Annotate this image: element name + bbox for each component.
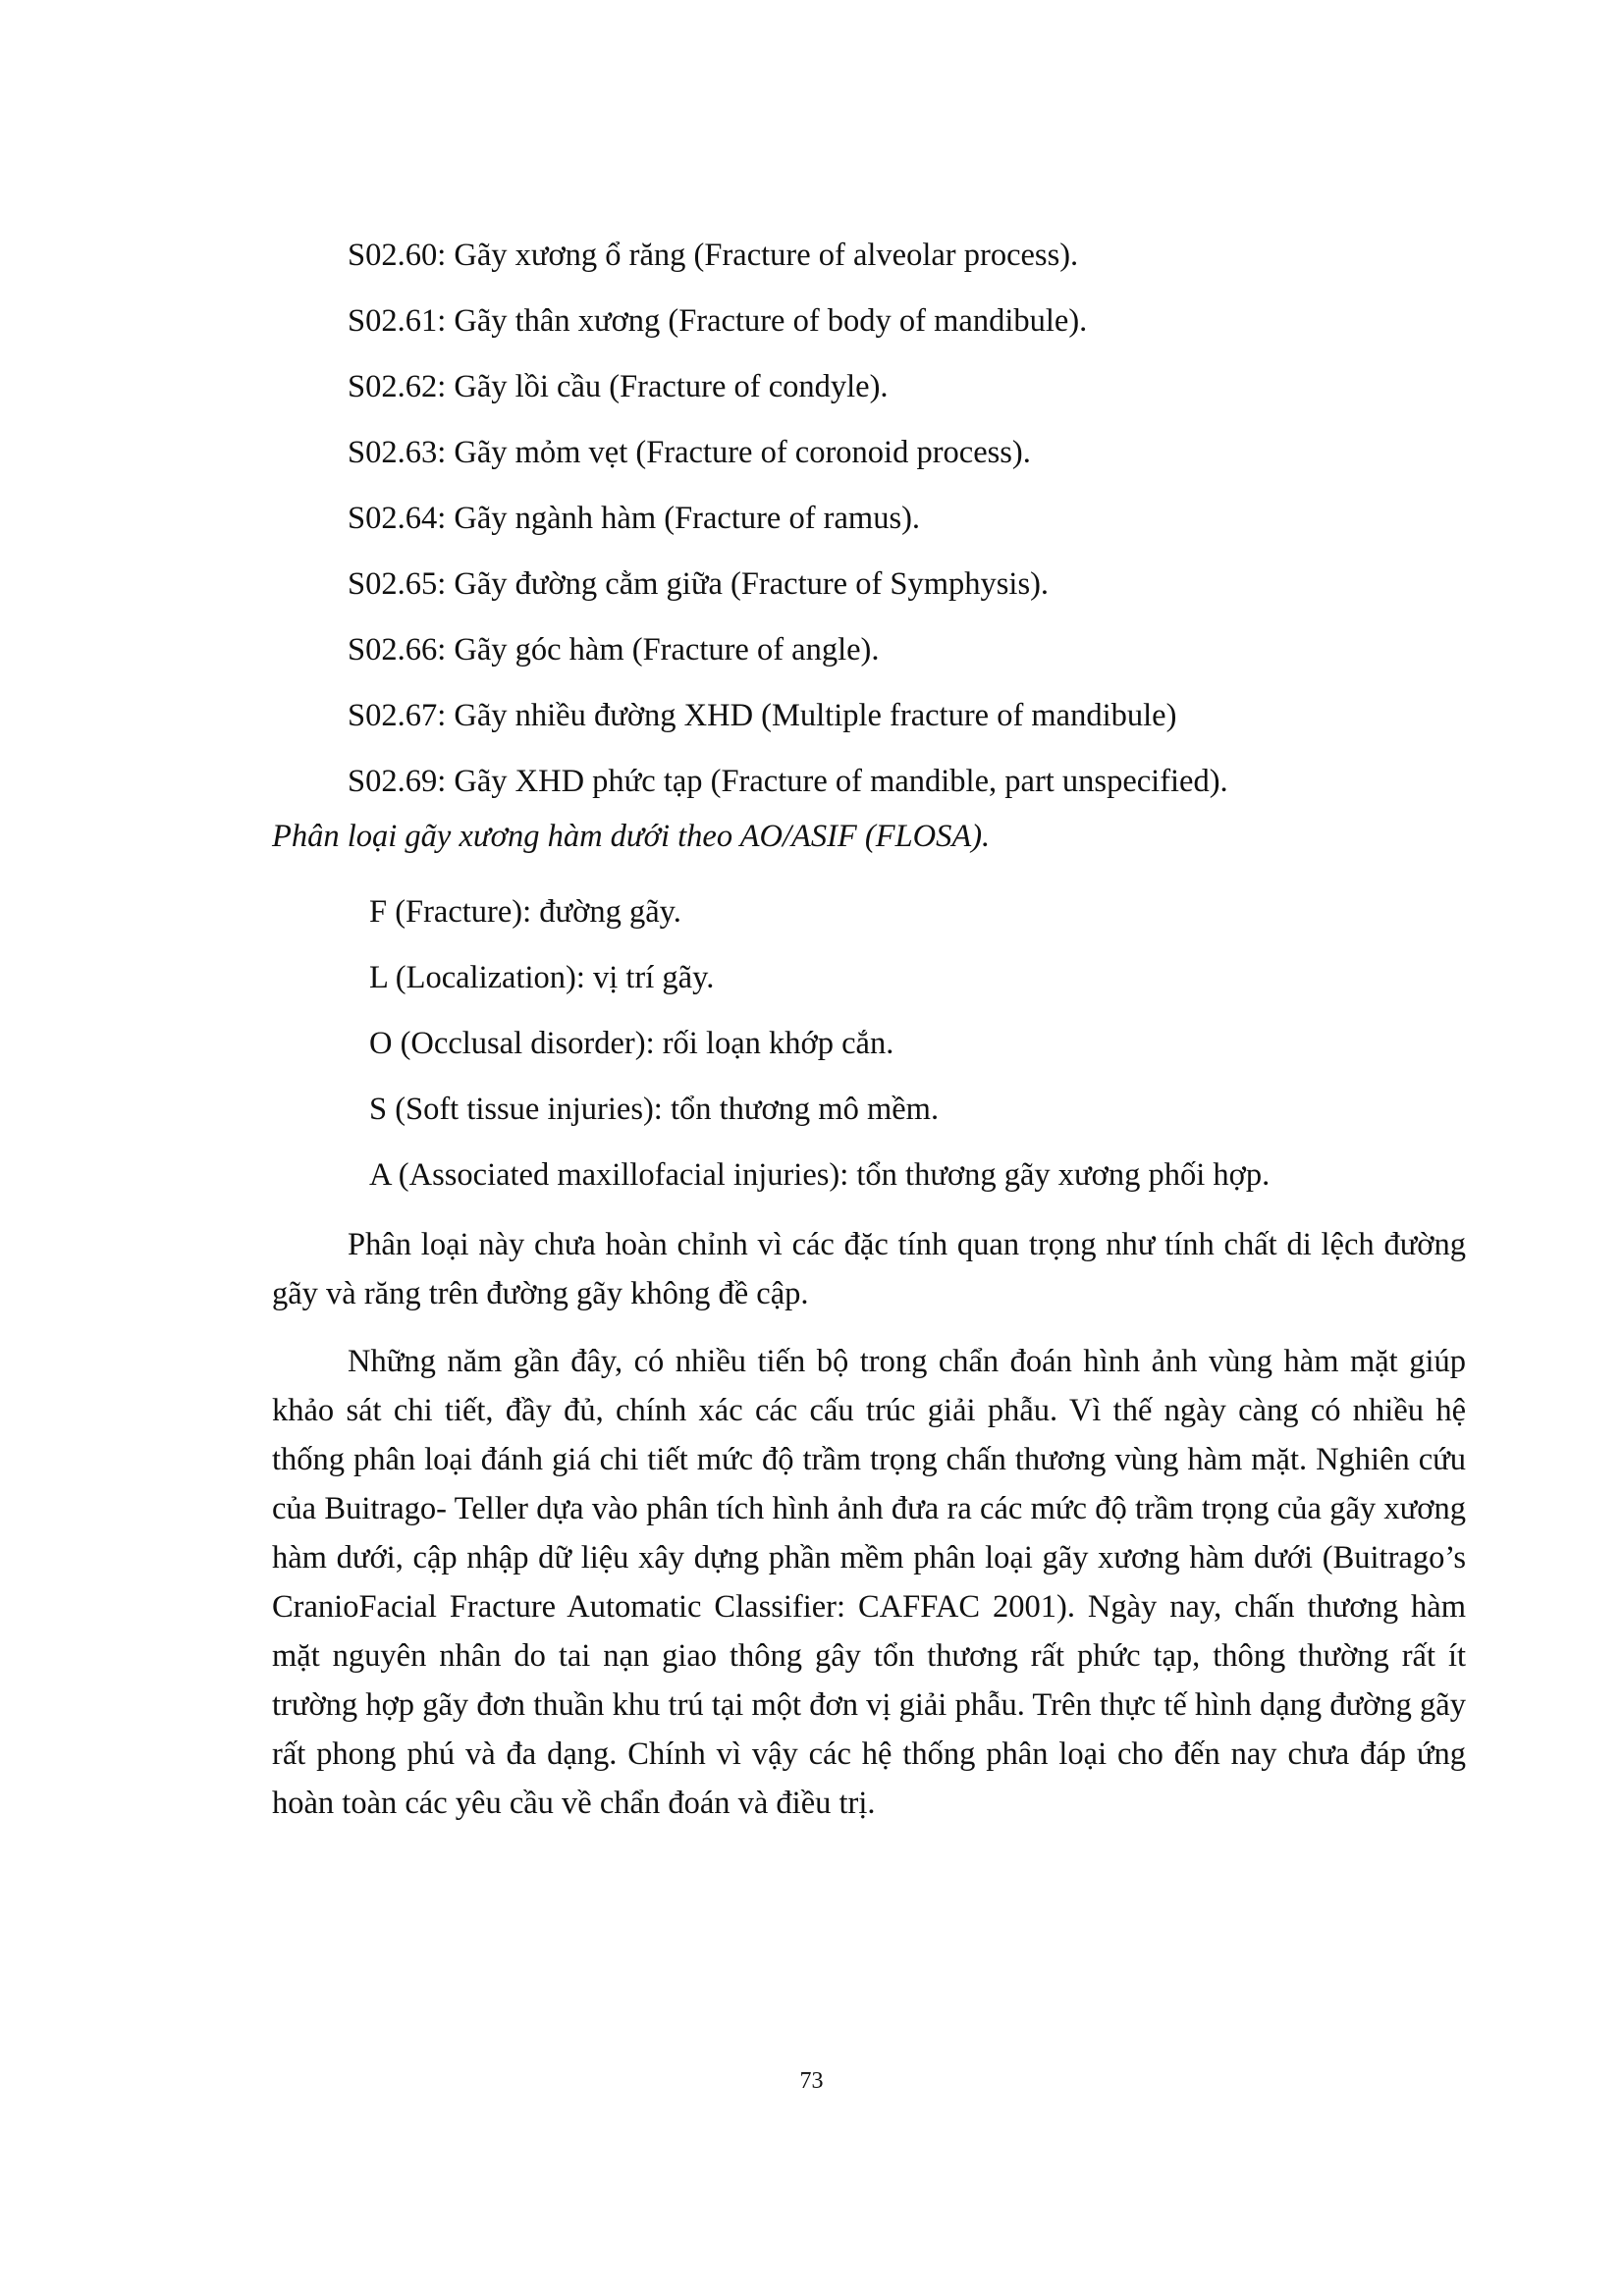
icd-code-s02-69: S02.69: Gãy XHD phức tạp (Fracture of mandible, part unspecified). (348, 764, 1228, 799)
flosa-item-associated: A (Associated maxillofacial injuries): tổn thương gãy xương phối hợp. (369, 1157, 1271, 1193)
flosa-item-fracture: F (Fracture): đường gãy. (369, 894, 681, 930)
icd-code-s02-65: S02.65: Gãy đường cằm giữa (Fracture of Symphysis). (348, 566, 1050, 602)
icd-code-s02-64: S02.64: Gãy ngành hàm (Fracture of ramus). (348, 501, 921, 536)
icd-code-s02-67: S02.67: Gãy nhiều đường XHD (Multiple fracture of mandibule) (348, 698, 1177, 733)
flosa-item-soft-tissue: S (Soft tissue injuries): tổn thương mô mềm. (369, 1092, 940, 1127)
icd-code-s02-63: S02.63: Gãy mỏm vẹt (Fracture of coronoid process). (348, 435, 1031, 470)
page-number: 73 (799, 2068, 824, 2094)
icd-code-s02-61: S02.61: Gãy thân xương (Fracture of body of mandibule). (348, 303, 1088, 339)
flosa-item-occlusal: O (Occlusal disorder): rối loạn khớp cắn. (369, 1026, 894, 1061)
flosa-heading: Phân loại gãy xương hàm dưới theo AO/ASIF (FLOSA). (272, 819, 991, 854)
icd-code-s02-60: S02.60: Gãy xương ổ răng (Fracture of alveolar process). (348, 238, 1079, 273)
icd-code-s02-66: S02.66: Gãy góc hàm (Fracture of angle). (348, 632, 880, 667)
paragraph-recent-advances: Những năm gần đây, có nhiều tiến bộ trong chẩn đoán hình ảnh vùng hàm mặt giúp khảo sát chi tiết, đầy đủ, chính xác các cấu trúc giải phẫu. Vì thế ngày càng có nhiều hệ thống phân loại đánh giá chi tiết mức độ trầm trọng chấn thương vùng hàm mặt. Nghiên cứu của Buitrago- Teller dựa vào phân tích hình ảnh đưa ra các mức độ trầm trọng của gãy xương hàm dưới, cập nhập dữ liệu xây dựng phần mềm phân loại gãy xương hàm dưới (Buitrago’s CranioFacial Fracture Automatic Classifier: CAFFAC 2001). Ngày nay, chấn thương hàm mặt nguyên nhân do tai nạn giao thông gây tổn thương rất phức tạp, thông thường rất ít trường hợp gãy đơn thuần khu trú tại một đơn vị giải phẫu. Trên thực tế hình dạng đường gãy rất phong phú và đa dạng. Chính vì vậy các hệ thống phân loại cho đến nay chưa đáp ứng hoàn toàn các yêu cầu về chẩn đoán và điều trị. (272, 1344, 1466, 1821)
icd-code-s02-62: S02.62: Gãy lồi cầu (Fracture of condyle). (348, 369, 889, 404)
flosa-item-localization: L (Localization): vị trí gãy. (369, 960, 715, 995)
paragraph-classification-note: Phân loại này chưa hoàn chỉnh vì các đặc tính quan trọng như tính chất di lệch đường gãy và răng trên đường gãy không đề cập. (272, 1227, 1466, 1311)
